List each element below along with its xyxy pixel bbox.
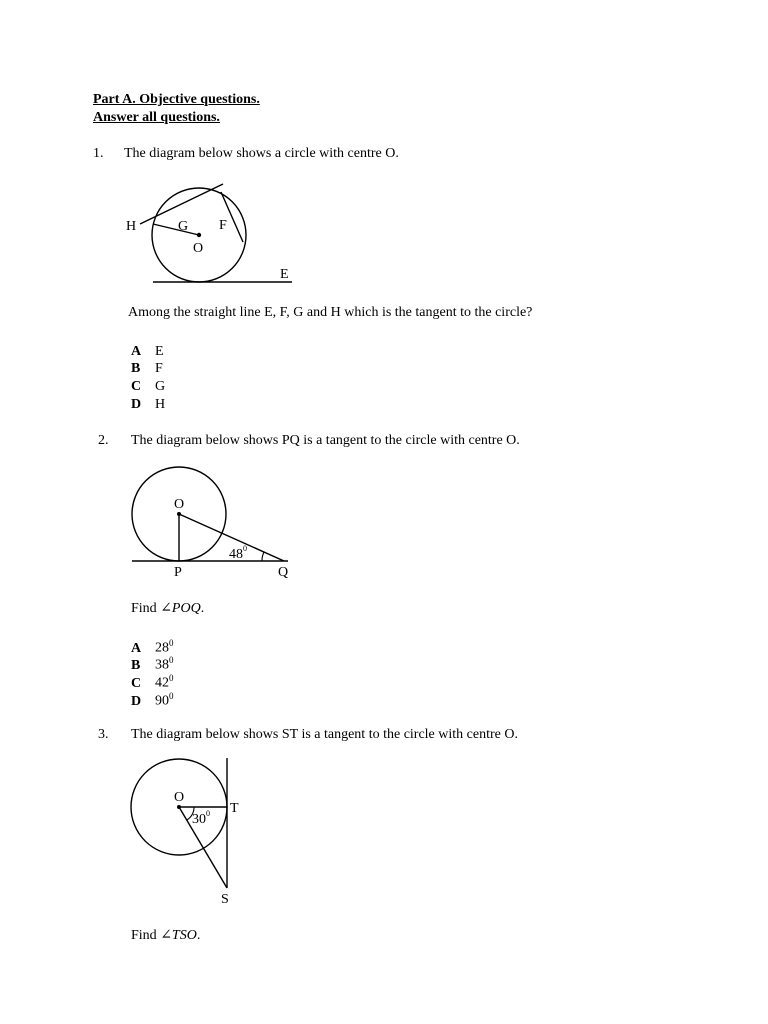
q3-angle-value: 30: [192, 812, 206, 827]
q1-label-h: H: [126, 219, 137, 234]
q1-number: 1.: [93, 146, 104, 161]
q2-option-a: [131, 638, 174, 657]
q2-option-a-letter: A: [131, 640, 142, 656]
q2-centre-dot: [177, 512, 181, 516]
q2-text: The diagram below shows PQ is a tangent to the circle with centre O.: [131, 433, 520, 448]
q2-option-c-value: 42: [155, 675, 169, 691]
q2-angle-arc: [262, 552, 264, 561]
q3-angle-label: [192, 809, 210, 827]
q3-find-suffix: .: [196, 928, 201, 943]
q2-option-c-degree: 0: [169, 673, 174, 683]
q1-line-g: [153, 224, 199, 235]
q2-find-prefix: Find: [131, 601, 157, 616]
q1-option-a: [131, 344, 164, 360]
q3-centre-dot: [177, 805, 181, 809]
part-heading: Part A. Objective questions.: [93, 92, 260, 107]
q1-label-f: F: [219, 218, 227, 233]
q1-label-g: G: [178, 219, 189, 234]
q1-option-c-letter: C: [131, 379, 142, 394]
q1-option-c-value: G: [155, 379, 166, 394]
q2-option-b: [131, 655, 174, 674]
q1-label-e: E: [280, 267, 289, 282]
q1-option-d-letter: D: [131, 397, 142, 412]
q3-diagram: [125, 756, 255, 911]
q2-option-b-letter: B: [131, 657, 141, 673]
q1-option-a-value: E: [155, 344, 164, 359]
q1-centre-dot: [197, 233, 201, 237]
q1-option-d-value: H: [155, 397, 166, 412]
q1-option-b-value: F: [155, 361, 163, 376]
q1-option-d: [131, 397, 165, 413]
q1-option-b: [131, 361, 163, 377]
q3-label-o: O: [174, 790, 185, 805]
q1-option-c: [131, 379, 165, 395]
q1-line-f: [221, 192, 243, 242]
q3-number: 3.: [98, 727, 109, 742]
q1-diagram: [120, 178, 300, 290]
q2-option-a-value: 28: [155, 640, 169, 656]
q1-text: The diagram below shows a circle with centre O.: [124, 146, 399, 161]
q1-line-h: [140, 184, 223, 224]
q2-option-c-letter: C: [131, 675, 142, 691]
q2-diagram: [128, 462, 303, 582]
q2-option-d: [131, 691, 174, 710]
q3-text: The diagram below shows ST is a tangent to the circle with centre O.: [131, 727, 518, 742]
q3-find-angle: ∠TSO: [160, 928, 197, 943]
q2-number: 2.: [98, 433, 109, 448]
instruction-heading: Answer all questions.: [93, 110, 220, 125]
q2-angle-value: 48: [229, 547, 243, 562]
q3-angle-degree: 0: [206, 809, 210, 818]
q2-find: [131, 600, 204, 617]
q2-option-b-value: 38: [155, 657, 169, 673]
q1-option-b-letter: B: [131, 361, 141, 376]
q2-label-q: Q: [278, 565, 289, 580]
q1-option-a-letter: A: [131, 344, 142, 359]
q3-label-s: S: [221, 892, 229, 907]
q3-find: [131, 927, 200, 944]
q2-option-b-degree: 0: [169, 655, 174, 665]
q2-option-c: [131, 673, 174, 692]
q1-question: Among the straight line E, F, G and H which is the tangent to the circle?: [128, 305, 533, 320]
q1-label-o: O: [193, 241, 204, 256]
q2-label-o: O: [174, 497, 185, 512]
q2-angle-label: [229, 544, 247, 562]
q2-label-p: P: [174, 565, 182, 580]
q3-find-prefix: Find: [131, 928, 157, 943]
q2-option-a-degree: 0: [169, 638, 174, 648]
q2-option-d-value: 90: [155, 693, 169, 709]
q2-find-suffix: .: [200, 601, 205, 616]
q2-angle-degree: 0: [243, 544, 247, 553]
q2-option-d-degree: 0: [169, 691, 174, 701]
q3-label-t: T: [230, 801, 239, 816]
q2-option-d-letter: D: [131, 693, 142, 709]
q2-find-angle: ∠POQ: [160, 601, 201, 616]
